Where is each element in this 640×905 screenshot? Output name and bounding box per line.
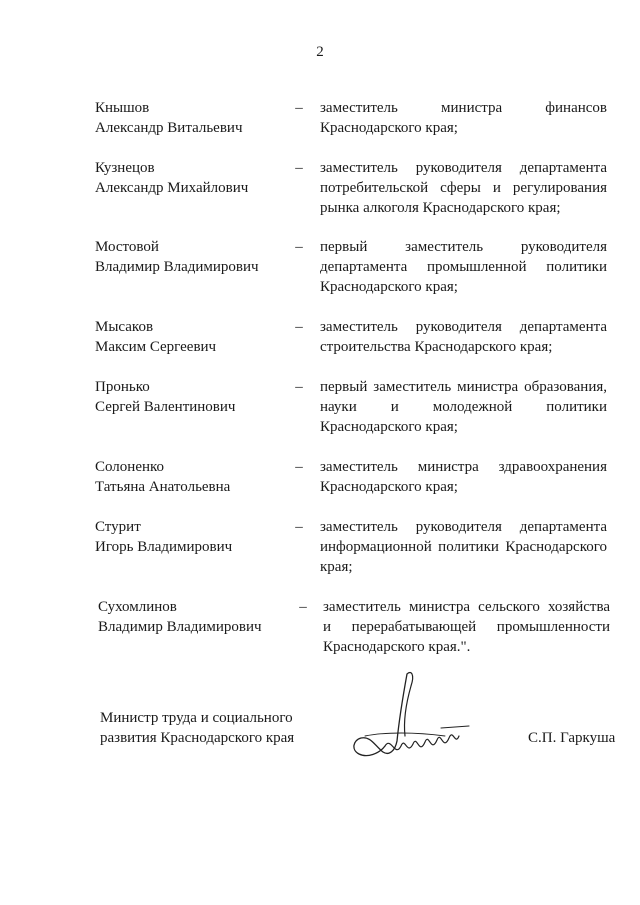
dash-separator: –	[295, 459, 303, 475]
page-number: 2	[316, 44, 324, 60]
given-names: Сергей Валентинович	[95, 399, 236, 415]
position-line: и перерабатывающей промышленности	[323, 619, 610, 635]
signatory-title-line: Министр труда и социального	[100, 710, 293, 726]
position-line: заместитель министра финансов	[320, 100, 607, 116]
position-line: Краснодарского края;	[320, 279, 458, 295]
handwritten-signature	[345, 666, 475, 776]
person-name	[95, 98, 285, 138]
person-position	[320, 457, 607, 497]
surname: Стурит	[95, 519, 141, 535]
position-line: науки и молодежной политики	[320, 399, 607, 415]
position-line: Краснодарского края;	[320, 419, 458, 435]
position-line: первый заместитель министра образования,	[320, 379, 607, 395]
given-names: Татьяна Анатольевна	[95, 479, 231, 495]
surname: Кузнецов	[95, 160, 155, 176]
signatory-name: С.П. Гаркуша	[528, 730, 616, 746]
surname: Мысаков	[95, 319, 154, 335]
person-position	[320, 237, 607, 297]
given-names: Максим Сергеевич	[95, 339, 217, 355]
given-names: Александр Витальевич	[95, 120, 243, 136]
signatory-title	[100, 708, 330, 748]
position-line: заместитель руководителя департамента	[320, 319, 607, 335]
position-line: заместитель министра сельского хозяйства	[323, 599, 610, 615]
dash-separator: –	[295, 379, 303, 395]
given-names: Владимир Владимирович	[98, 619, 262, 635]
person-name	[95, 457, 285, 497]
position-line: заместитель руководителя департамента	[320, 519, 607, 535]
signatory-title-line: развития Краснодарского края	[100, 730, 295, 746]
dash-separator: –	[295, 319, 303, 335]
position-line: рынка алкоголя Краснодарского края;	[320, 200, 561, 216]
person-position	[320, 517, 607, 577]
person-position	[320, 158, 607, 218]
position-line: строительства Краснодарского края;	[320, 339, 553, 355]
person-name	[95, 317, 285, 357]
dash-separator: –	[295, 160, 303, 176]
dash-separator: –	[295, 100, 303, 116]
surname: Солоненко	[95, 459, 165, 475]
person-name	[95, 517, 285, 557]
surname: Сухомлинов	[98, 599, 177, 615]
person-position	[320, 317, 607, 357]
position-line: Краснодарского края;	[320, 479, 458, 495]
surname: Кнышов	[95, 100, 150, 116]
position-line: департамента промышленной политики	[320, 259, 607, 275]
position-line: Краснодарского края.".	[323, 639, 471, 655]
person-name	[95, 158, 285, 198]
position-line: заместитель министра здравоохранения	[320, 459, 607, 475]
person-name	[95, 237, 285, 277]
position-line: Краснодарского края;	[320, 120, 458, 136]
dash-separator: –	[295, 239, 303, 255]
surname: Мостовой	[95, 239, 159, 255]
dash-separator: –	[299, 599, 307, 615]
given-names: Александр Михайлович	[95, 180, 249, 196]
person-position	[320, 377, 607, 437]
position-line: информационной политики Краснодарского	[320, 539, 607, 555]
person-position	[323, 597, 610, 657]
given-names: Владимир Владимирович	[95, 259, 259, 275]
position-line: потребительской сферы и регулирования	[320, 180, 607, 196]
surname: Пронько	[95, 379, 150, 395]
position-line: первый заместитель руководителя	[320, 239, 607, 255]
person-name	[98, 597, 288, 637]
signature-block	[100, 708, 620, 798]
position-line: заместитель руководителя департамента	[320, 160, 607, 176]
given-names: Игорь Владимирович	[95, 539, 233, 555]
position-line: края;	[320, 559, 353, 575]
person-name	[95, 377, 285, 417]
dash-separator: –	[295, 519, 303, 535]
person-position	[320, 98, 607, 138]
